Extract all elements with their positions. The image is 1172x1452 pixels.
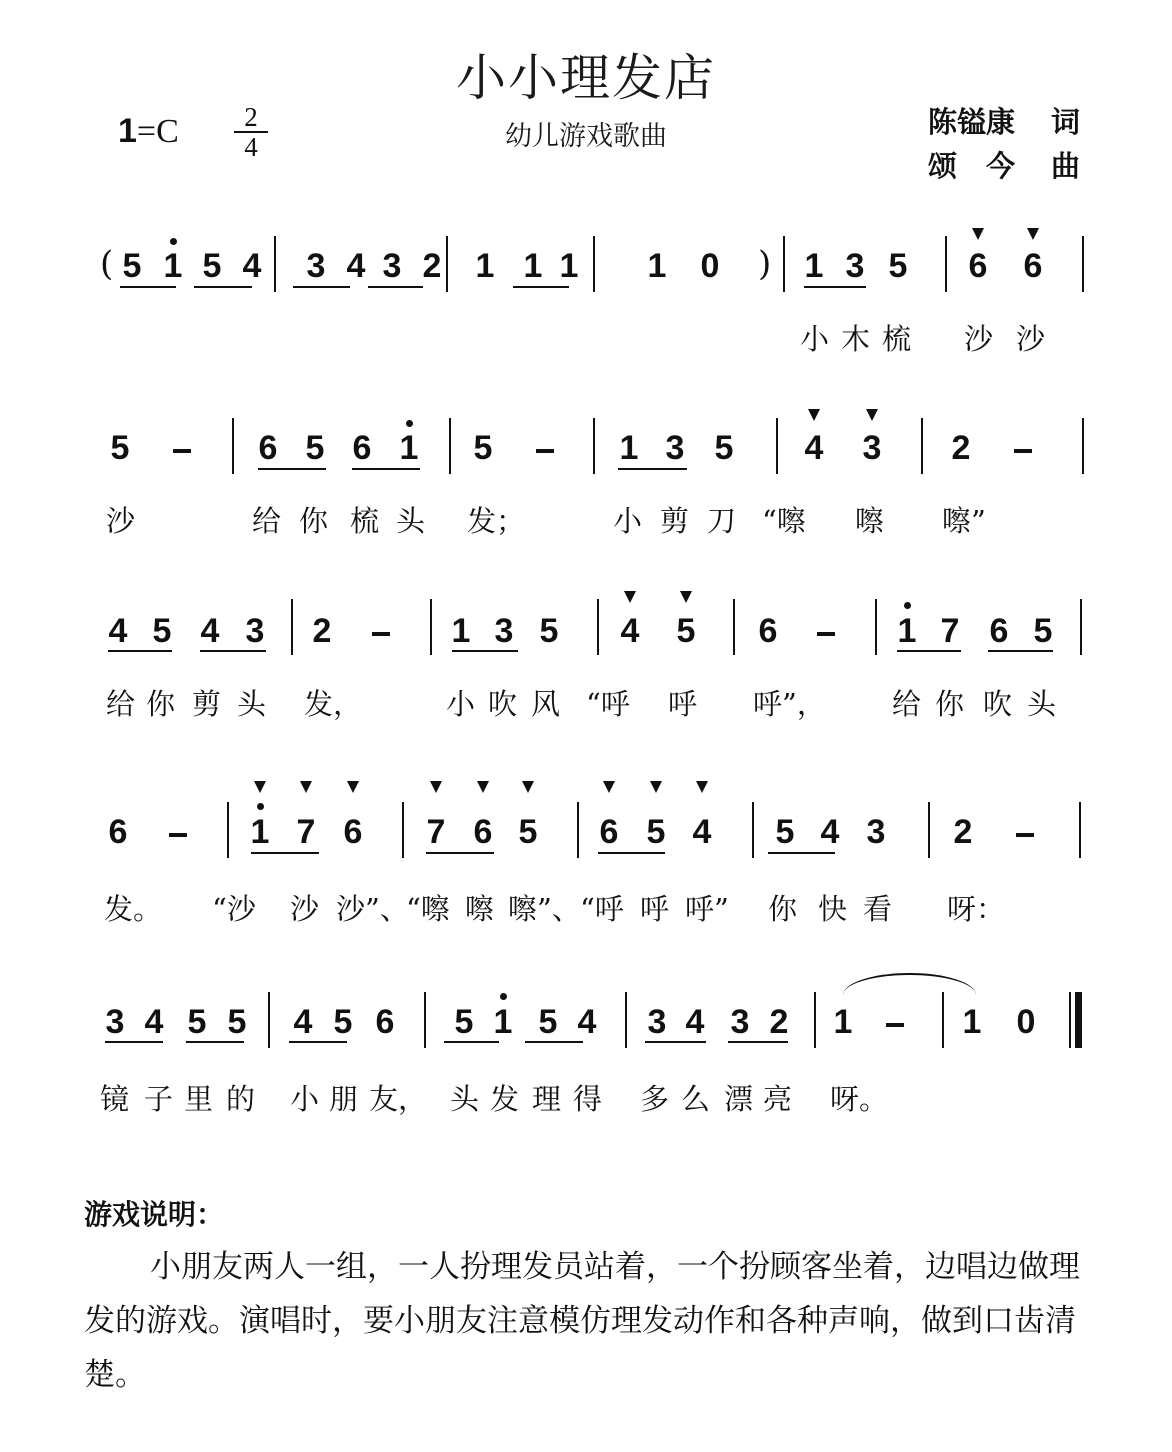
open-parenthesis: ( (100, 244, 114, 284)
lyric: 呼 (640, 892, 670, 926)
eighth-underline (289, 1041, 347, 1043)
eighth-underline (258, 468, 326, 470)
note: 1 (399, 429, 419, 467)
lyric: 梳 (882, 322, 912, 356)
lyric: 头 (450, 1082, 480, 1116)
note: 5 (714, 429, 734, 467)
eighth-underline (525, 1041, 583, 1043)
credits (928, 100, 1080, 188)
lyric: 理 (532, 1082, 562, 1116)
accent-mark (624, 591, 636, 603)
eighth-underline (368, 286, 423, 288)
note: 1 (250, 813, 270, 851)
note: 6 (343, 813, 363, 851)
bar-line (446, 236, 448, 292)
close-parenthesis: ) (758, 244, 772, 284)
lyric: “嚓 (406, 892, 450, 926)
note: 6 (375, 1003, 395, 1041)
score-row-1 (0, 226, 1172, 406)
note: 1 (475, 247, 495, 285)
note: 6 (108, 813, 128, 851)
note: 5 (538, 1003, 558, 1041)
lyric: 剪 (192, 687, 222, 721)
note: 4 (293, 1003, 313, 1041)
lyric: 头 (237, 687, 267, 721)
dash-sustain (372, 632, 390, 636)
lyric: 沙 (106, 504, 136, 538)
note: 1 (163, 247, 183, 285)
eighth-underline (120, 286, 176, 288)
lyric: 头 (396, 504, 426, 538)
bar-line (1079, 802, 1081, 858)
bar-line (921, 418, 923, 474)
accent-mark (680, 591, 692, 603)
note: 0 (700, 247, 720, 285)
bar-line (1082, 418, 1084, 474)
lyric: 刀 (707, 504, 737, 538)
key-signature (118, 112, 179, 151)
note: 1 (962, 1003, 982, 1041)
bar-line (430, 599, 432, 655)
bar-line (593, 236, 595, 292)
lyric: 吹 (983, 687, 1013, 721)
lyric: 沙 (290, 892, 320, 926)
note: 4 (200, 612, 220, 650)
note: 7 (426, 813, 446, 851)
high-octave-dot (257, 803, 264, 810)
bar-line (945, 236, 947, 292)
accent-mark (603, 781, 615, 793)
accent-mark (866, 409, 878, 421)
lyric: 头 (1027, 687, 1057, 721)
note: 5 (110, 429, 130, 467)
lyric: 呀。 (830, 1082, 889, 1116)
bar-line (814, 992, 816, 1048)
eighth-underline (728, 1041, 788, 1043)
lyric: 呼 (668, 687, 698, 721)
bar-line (597, 599, 599, 655)
eighth-underline (352, 468, 420, 470)
eighth-underline (804, 286, 866, 288)
song-title: 小小理发店 (456, 49, 716, 107)
lyric: 发 (490, 1082, 520, 1116)
eighth-underline (988, 650, 1053, 652)
note: 2 (951, 429, 971, 467)
lyric: 漂 (724, 1082, 754, 1116)
note: 5 (473, 429, 493, 467)
lyric: 沙 (964, 322, 994, 356)
composer-name: 颂 今 (928, 149, 1016, 183)
lyric: 剪 (660, 504, 690, 538)
note: 3 (105, 1003, 125, 1041)
instructions-body: 小朋友两人一组，一人扮理发员站着，一个扮顾客坐着，边唱边做理发的游戏。演唱时，要小朋友注意模仿理发动作和各种声响，做到口齿清楚。 (84, 1249, 1080, 1393)
eighth-underline (598, 852, 665, 854)
note: 1 (647, 247, 667, 285)
note: 5 (202, 247, 222, 285)
bar-line (776, 418, 778, 474)
note: 2 (953, 813, 973, 851)
note: 6 (758, 612, 778, 650)
note: 5 (1033, 612, 1053, 650)
composer-credit (928, 144, 1080, 188)
bar-line (1082, 236, 1084, 292)
note: 5 (333, 1003, 353, 1041)
lyric: 沙”、 (336, 892, 409, 926)
lyric: 里 (184, 1082, 214, 1116)
accent-mark (972, 228, 984, 240)
bar-line (449, 418, 451, 474)
note: 7 (940, 612, 960, 650)
composer-role: 曲 (1050, 149, 1080, 183)
lyric: “嚓 (762, 504, 806, 538)
note: 5 (775, 813, 795, 851)
note: 4 (242, 247, 262, 285)
note: 6 (989, 612, 1009, 650)
note: 4 (685, 1003, 705, 1041)
note: 5 (227, 1003, 247, 1041)
note: 6 (968, 247, 988, 285)
lyric: 你 (768, 892, 798, 926)
bar-line (928, 802, 930, 858)
lyric: 亮 (763, 1082, 793, 1116)
bar-line (227, 802, 229, 858)
lyric: 小 (800, 322, 830, 356)
note: 1 (451, 612, 471, 650)
bar-line (875, 599, 877, 655)
note: 1 (619, 429, 639, 467)
note: 3 (866, 813, 886, 851)
eighth-underline (618, 468, 687, 470)
lyric: 木 (841, 322, 871, 356)
tie-slur (843, 973, 976, 995)
note: 7 (296, 813, 316, 851)
lyric: 多 (640, 1082, 670, 1116)
note: 4 (692, 813, 712, 851)
note: 6 (473, 813, 493, 851)
lyric: “沙 (212, 892, 256, 926)
note: 1 (523, 247, 543, 285)
eighth-underline (444, 1041, 499, 1043)
note: 4 (620, 612, 640, 650)
lyric: 快 (818, 892, 848, 926)
bar-line (402, 802, 404, 858)
accent-mark (430, 781, 442, 793)
time-signature-bottom: 4 (244, 132, 258, 162)
time-signature (234, 104, 268, 160)
note: 4 (820, 813, 840, 851)
lyric: 给 (106, 687, 136, 721)
high-octave-dot (500, 993, 507, 1000)
note: 1 (804, 247, 824, 285)
bar-line (1080, 599, 1082, 655)
accent-mark (696, 781, 708, 793)
eighth-underline (200, 650, 266, 652)
lyric: 小 (290, 1082, 320, 1116)
note: 5 (122, 247, 142, 285)
score-row-4 (0, 778, 1172, 958)
note: 2 (769, 1003, 789, 1041)
note: 3 (382, 247, 402, 285)
note: 5 (888, 247, 908, 285)
bar-line (291, 599, 293, 655)
accent-mark (650, 781, 662, 793)
lyric: 给 (252, 504, 282, 538)
note: 5 (646, 813, 666, 851)
note: 4 (346, 247, 366, 285)
lyric: 嚓”、 (508, 892, 581, 926)
high-octave-dot (406, 420, 413, 427)
note: 3 (245, 612, 265, 650)
score-row-5 (0, 968, 1172, 1148)
accent-mark (300, 781, 312, 793)
bar-line (783, 236, 785, 292)
score-row-3 (0, 589, 1172, 769)
note: 5 (305, 429, 325, 467)
note: 3 (647, 1003, 667, 1041)
eighth-underline (251, 852, 319, 854)
note: 2 (312, 612, 332, 650)
lyric: 嚓” (942, 504, 986, 538)
note: 5 (187, 1003, 207, 1041)
bar-line (733, 599, 735, 655)
note: 0 (1016, 1003, 1036, 1041)
lyric: 友， (369, 1082, 428, 1116)
eighth-underline (426, 852, 494, 854)
accent-mark (347, 781, 359, 793)
lyricist-role: 词 (1050, 105, 1080, 139)
note: 5 (539, 612, 559, 650)
accent-mark (254, 781, 266, 793)
note: 1 (559, 247, 579, 285)
note: 4 (577, 1003, 597, 1041)
lyric: 给 (892, 687, 922, 721)
lyricist-credit (928, 100, 1080, 144)
note: 3 (306, 247, 326, 285)
high-octave-dot (904, 602, 911, 609)
note: 5 (518, 813, 538, 851)
eighth-underline (768, 852, 835, 854)
lyric: 得 (573, 1082, 603, 1116)
eighth-underline (186, 1041, 244, 1043)
lyric: 小 (613, 504, 643, 538)
bar-line (752, 802, 754, 858)
dash-sustain (173, 449, 191, 453)
lyric: 沙 (1016, 322, 1046, 356)
eighth-underline (105, 1041, 163, 1043)
lyric: 呼”， (753, 687, 826, 721)
note: 6 (352, 429, 372, 467)
note: 3 (494, 612, 514, 650)
note: 2 (422, 247, 442, 285)
final-barline-thick (1075, 992, 1082, 1048)
lyric: 吹 (488, 687, 518, 721)
bar-line (268, 992, 270, 1048)
lyric: “呼 (586, 687, 630, 721)
note: 6 (599, 813, 619, 851)
bar-line (424, 992, 426, 1048)
accent-mark (477, 781, 489, 793)
lyric: 你 (146, 687, 176, 721)
key-tonic: 1 (118, 112, 137, 150)
eighth-underline (108, 650, 172, 652)
key-name: =C (136, 113, 179, 150)
lyric: 么 (681, 1082, 711, 1116)
eighth-underline (452, 650, 518, 652)
lyric: 嚓 (855, 504, 885, 538)
bar-line (274, 236, 276, 292)
lyric: 发， (304, 687, 363, 721)
bar-line (593, 418, 595, 474)
bar-line (232, 418, 234, 474)
dash-sustain (1016, 833, 1034, 837)
eighth-underline (897, 650, 961, 652)
dash-sustain (817, 632, 835, 636)
instructions-heading: 游戏说明： (84, 1198, 225, 1231)
lyric: 呼” (685, 892, 729, 926)
accent-mark (522, 781, 534, 793)
note: 1 (897, 612, 917, 650)
note: 1 (833, 1003, 853, 1041)
note: 4 (804, 429, 824, 467)
note: 3 (845, 247, 865, 285)
lyric: 嚓 (465, 892, 495, 926)
lyric: 的 (226, 1082, 256, 1116)
lyricist-name: 陈镒康 (928, 105, 1016, 139)
note: 1 (493, 1003, 513, 1041)
dash-sustain (169, 833, 187, 837)
lyric: 风 (531, 687, 561, 721)
note: 5 (676, 612, 696, 650)
accent-mark (1027, 228, 1039, 240)
score-row-2 (0, 406, 1172, 586)
note: 4 (108, 612, 128, 650)
lyric: 你 (299, 504, 329, 538)
lyric: “呼 (580, 892, 624, 926)
eighth-underline (645, 1041, 706, 1043)
eighth-underline (513, 286, 569, 288)
bar-line (577, 802, 579, 858)
lyric: 朋 (329, 1082, 359, 1116)
dash-sustain (1014, 449, 1032, 453)
song-subtitle: 幼儿游戏歌曲 (505, 121, 667, 152)
note: 6 (1023, 247, 1043, 285)
dash-sustain (536, 449, 554, 453)
lyric: 你 (935, 687, 965, 721)
note: 3 (730, 1003, 750, 1041)
lyric: 呀： (947, 892, 1006, 926)
lyric: 发。 (104, 892, 163, 926)
bar-line (625, 992, 627, 1048)
bar-line (942, 992, 944, 1048)
note: 3 (862, 429, 882, 467)
high-octave-dot (170, 238, 177, 245)
eighth-underline (293, 286, 350, 288)
note: 3 (665, 429, 685, 467)
lyric: 镜 (100, 1082, 130, 1116)
lyric: 梳 (350, 504, 380, 538)
note: 5 (152, 612, 172, 650)
final-barline-thin (1069, 992, 1071, 1048)
lyric: 看 (863, 892, 893, 926)
time-signature-top: 2 (244, 102, 258, 132)
note: 5 (454, 1003, 474, 1041)
lyric: 发； (467, 504, 526, 538)
lyric: 小 (446, 687, 476, 721)
note: 6 (258, 429, 278, 467)
note: 4 (144, 1003, 164, 1041)
lyric: 子 (144, 1082, 174, 1116)
dash-sustain (886, 1023, 904, 1027)
accent-mark (808, 409, 820, 421)
eighth-underline (194, 286, 252, 288)
